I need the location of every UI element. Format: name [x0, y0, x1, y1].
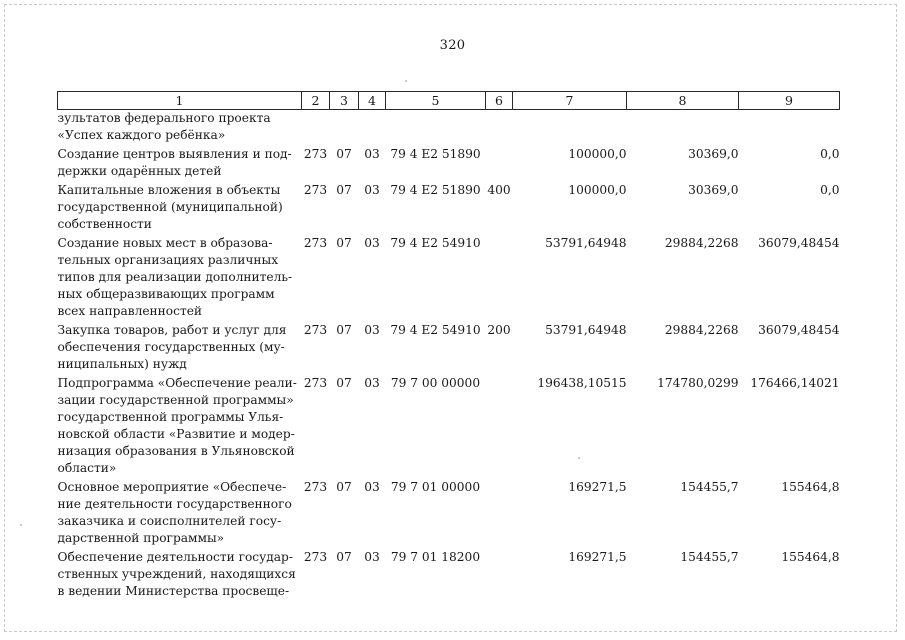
table-row — [58, 479, 840, 549]
row-name-line: Основное мероприятие «Обеспече- — [57, 480, 287, 494]
column-header: 4 — [359, 92, 386, 110]
column-header: 2 — [302, 92, 330, 110]
row-name — [58, 182, 302, 235]
row-name-line: Создание центров выявления и под- — [57, 147, 292, 161]
amount-year-2: 154455,7 — [680, 550, 739, 564]
amount-year-1: 100000,0 — [568, 147, 627, 161]
amount-year-1: 169271,5 — [568, 480, 627, 494]
target-article-code: 79 4 E2 54910 — [390, 236, 481, 250]
amount-year-3: 0,0 — [820, 147, 840, 161]
row-name-line: Капитальные вложения в объекты — [57, 183, 281, 197]
amount-year-1: 53791,64948 — [545, 323, 627, 337]
table-row — [58, 375, 840, 479]
amount-year-3: 36079,48454 — [758, 323, 840, 337]
amount-year-3: 0,0 — [820, 183, 840, 197]
row-name-line: заказчика и соисполнителей госу- — [57, 514, 282, 528]
column-header: 7 — [513, 92, 627, 110]
table-body — [58, 110, 840, 603]
row-name-line: ных общеразвивающих программ — [57, 287, 275, 301]
row-name-line: новской области «Развитие и модер- — [57, 427, 295, 441]
column-header: 3 — [330, 92, 359, 110]
section-code: 273 — [303, 183, 328, 197]
amount-year-3: 36079,48454 — [758, 236, 840, 250]
item-code: 03 — [364, 376, 380, 390]
amount-year-1: 100000,0 — [568, 183, 627, 197]
amount-year-1: 53791,64948 — [545, 236, 627, 250]
target-article-code: 79 7 00 00000 — [390, 376, 481, 390]
expense-type-code: 400 — [487, 183, 511, 197]
target-article-code: 79 4 E2 54910 — [390, 323, 481, 337]
row-name-line: ственных учреждений, находящихся — [57, 567, 296, 581]
amount-year-3: 155464,8 — [781, 480, 840, 494]
table-row — [58, 549, 840, 602]
row-name-line: Создание новых мест в образова- — [57, 236, 273, 250]
row-name-line: ниципальных) нужд — [57, 357, 187, 371]
column-header: 6 — [486, 92, 513, 110]
expense-type-code: 200 — [487, 323, 511, 337]
table-header-row — [58, 92, 840, 110]
row-name-line: области» — [57, 461, 117, 475]
target-article-code: 79 4 E2 51890 — [390, 147, 481, 161]
row-name-line: тельных организациях различных — [57, 253, 279, 267]
row-name — [58, 322, 302, 375]
item-code: 03 — [364, 236, 380, 250]
amount-year-2: 30369,0 — [688, 147, 739, 161]
item-code: 03 — [364, 550, 380, 564]
row-name — [58, 375, 302, 479]
column-header: 5 — [386, 92, 486, 110]
subsection-code: 07 — [336, 376, 352, 390]
row-name — [58, 235, 302, 322]
row-name-line: в ведении Министерства просвеще- — [57, 584, 290, 598]
amount-year-2: 29884,2268 — [664, 236, 739, 250]
row-name-line: Закупка товаров, работ и услуг для — [57, 323, 287, 337]
amount-year-2: 174780,0299 — [657, 376, 739, 390]
column-header: 8 — [627, 92, 739, 110]
item-code: 03 — [364, 147, 380, 161]
target-article-code: 79 7 01 18200 — [390, 550, 481, 564]
row-name-line: собственности — [57, 217, 152, 231]
row-name-line: зультатов федерального проекта — [57, 111, 271, 125]
row-name-line: ние деятельности государственного — [57, 497, 292, 511]
scan-speck — [578, 457, 580, 459]
subsection-code: 07 — [336, 480, 352, 494]
row-name-line: всех направленностей — [57, 304, 203, 318]
table-row — [58, 110, 840, 147]
row-name-line: дарственной программы» — [57, 531, 225, 545]
target-article-code: 79 4 E2 51890 — [390, 183, 481, 197]
row-name — [58, 110, 302, 147]
expense-type-code — [486, 479, 513, 549]
row-name-line: государственной (муниципальной) — [57, 200, 283, 214]
section-code: 273 — [303, 480, 328, 494]
item-code — [359, 110, 386, 147]
budget-table — [57, 91, 840, 602]
amount-year-1: 169271,5 — [568, 550, 627, 564]
row-name-line: Подпрограмма «Обеспечение реали- — [57, 376, 297, 390]
row-name — [58, 146, 302, 182]
row-name-line: держки одарённых детей — [57, 164, 222, 178]
subsection-code: 07 — [336, 323, 352, 337]
item-code: 03 — [364, 183, 380, 197]
section-code: 273 — [303, 550, 328, 564]
item-code: 03 — [364, 323, 380, 337]
amount-year-1: 196438,10515 — [537, 376, 627, 390]
subsection-code — [330, 110, 359, 147]
column-header: 1 — [58, 92, 302, 110]
column-header: 9 — [739, 92, 840, 110]
row-name-line: государственной программы Улья- — [57, 410, 284, 424]
row-name-line: «Успех каждого ребёнка» — [57, 128, 226, 142]
section-code: 273 — [303, 376, 328, 390]
row-name-line: Обеспечение деятельности государ- — [57, 550, 293, 564]
row-name — [58, 549, 302, 602]
scan-speck — [405, 80, 407, 82]
expense-type-code — [486, 235, 513, 322]
section-code: 273 — [303, 323, 328, 337]
section-code: 273 — [303, 147, 328, 161]
table-row — [58, 182, 840, 235]
item-code: 03 — [364, 480, 380, 494]
row-name-line: зации государственной программы» — [57, 393, 294, 407]
amount-year-2 — [627, 110, 739, 147]
row-name-line: типов для реализации дополнитель- — [57, 270, 293, 284]
table-row — [58, 235, 840, 322]
row-name — [58, 479, 302, 549]
row-name-line: обеспечения государственных (му- — [57, 340, 285, 354]
target-article-code — [386, 110, 486, 147]
amount-year-2: 154455,7 — [680, 480, 739, 494]
expense-type-code — [486, 549, 513, 602]
table-row — [58, 146, 840, 182]
amount-year-3: 155464,8 — [781, 550, 840, 564]
amount-year-3: 176466,14021 — [750, 376, 840, 390]
amount-year-3 — [739, 110, 840, 147]
section-code: 273 — [303, 236, 328, 250]
subsection-code: 07 — [336, 183, 352, 197]
amount-year-2: 29884,2268 — [664, 323, 739, 337]
subsection-code: 07 — [336, 550, 352, 564]
row-name-line: низация образования в Ульяновской — [57, 444, 295, 458]
scan-speck — [20, 524, 22, 526]
expense-type-code — [486, 110, 513, 147]
target-article-code: 79 7 01 00000 — [390, 480, 481, 494]
table-row — [58, 322, 840, 375]
subsection-code: 07 — [336, 236, 352, 250]
section-code — [302, 110, 330, 147]
subsection-code: 07 — [336, 147, 352, 161]
page-number: 320 — [439, 38, 466, 53]
amount-year-2: 30369,0 — [688, 183, 739, 197]
expense-type-code — [486, 375, 513, 479]
expense-type-code — [486, 146, 513, 182]
amount-year-1 — [513, 110, 627, 147]
